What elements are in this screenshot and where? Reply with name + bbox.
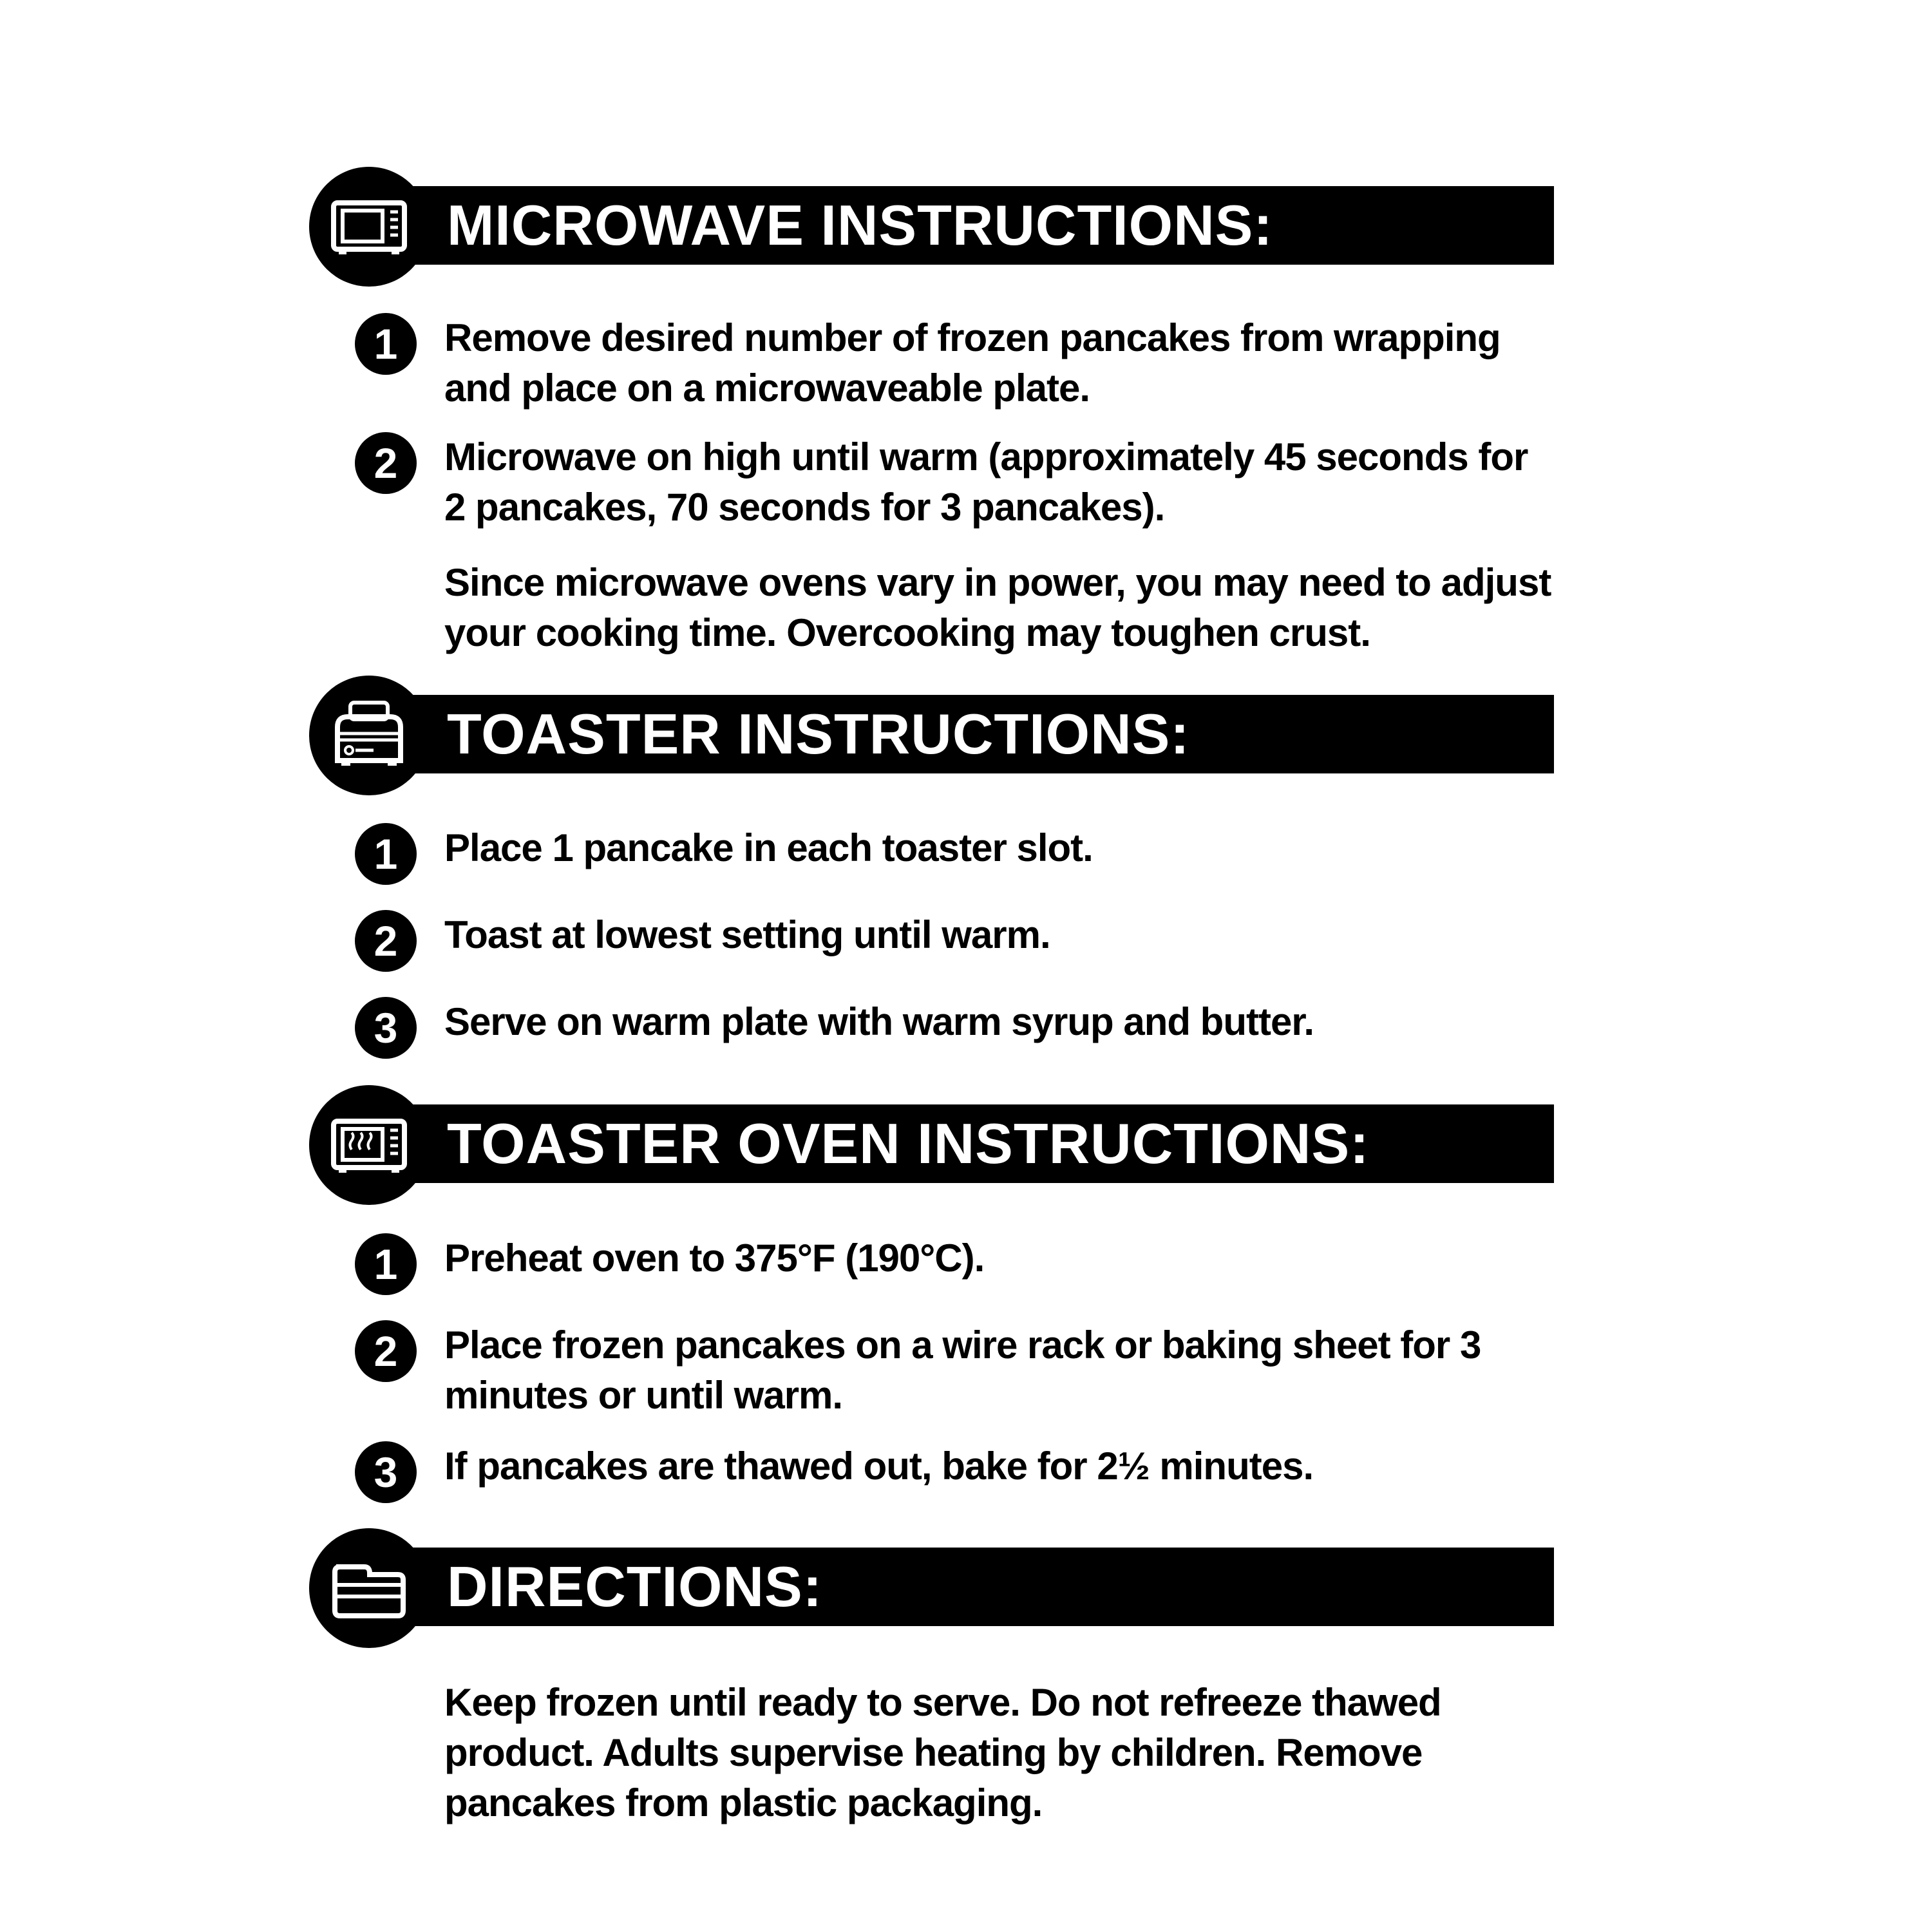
microwave-section-header [0, 167, 1932, 289]
step-text: Preheat oven to 375°F (190°C). [444, 1236, 985, 1280]
step-number-badge: 1 [355, 823, 417, 885]
section-title: DIRECTIONS: [447, 1555, 822, 1618]
section-title: TOASTER OVEN INSTRUCTIONS: [447, 1112, 1370, 1175]
directions-section-header [0, 1528, 1932, 1651]
header-icon-badge [309, 1085, 429, 1205]
section-title: MICROWAVE INSTRUCTIONS: [447, 193, 1273, 257]
step-text: Toast at lowest setting until warm. [444, 913, 1050, 956]
step-number-badge: 2 [355, 1320, 417, 1382]
step-text: If pancakes are thawed out, bake for 2½ minutes. [444, 1444, 1314, 1488]
microwave-note: Since microwave ovens vary in power, you may need to adjust your cooking time. Overcooking may toughen crust. [444, 561, 1551, 654]
toaster-icon [327, 694, 411, 777]
step-text: Remove desired number of frozen pancakes from wrapping and place on a microwaveable plate. [444, 316, 1501, 410]
step-number-badge: 3 [355, 997, 417, 1059]
directions-text: Keep frozen until ready to serve. Do not refreeze thawed product. Adults supervise heating by children. Remove pancakes from plastic packaging. [444, 1681, 1441, 1824]
step-number-badge: 3 [355, 1441, 417, 1503]
package-icon [327, 1546, 411, 1630]
step-number-badge: 1 [355, 1233, 417, 1295]
step-text: Serve on warm plate with warm syrup and butter. [444, 1000, 1314, 1043]
step-text: Place 1 pancake in each toaster slot. [444, 826, 1093, 869]
step-text: Place frozen pancakes on a wire rack or baking sheet for 3 minutes or until warm. [444, 1323, 1481, 1417]
header-icon-badge [309, 1528, 429, 1648]
step-number-badge: 2 [355, 432, 417, 494]
step-number-badge: 1 [355, 313, 417, 375]
section-title: TOASTER INSTRUCTIONS: [447, 702, 1190, 766]
step-number-badge: 2 [355, 910, 417, 972]
header-icon-badge [309, 676, 429, 795]
header-icon-badge [309, 167, 429, 287]
microwave-icon [327, 185, 411, 269]
toaster-oven-section-header [0, 1085, 1932, 1208]
toaster-oven-icon [327, 1103, 411, 1187]
step-text: Microwave on high until warm (approximately 45 seconds for 2 pancakes, 70 seconds for 3 pancakes). [444, 435, 1528, 529]
toaster-section-header [0, 676, 1932, 798]
